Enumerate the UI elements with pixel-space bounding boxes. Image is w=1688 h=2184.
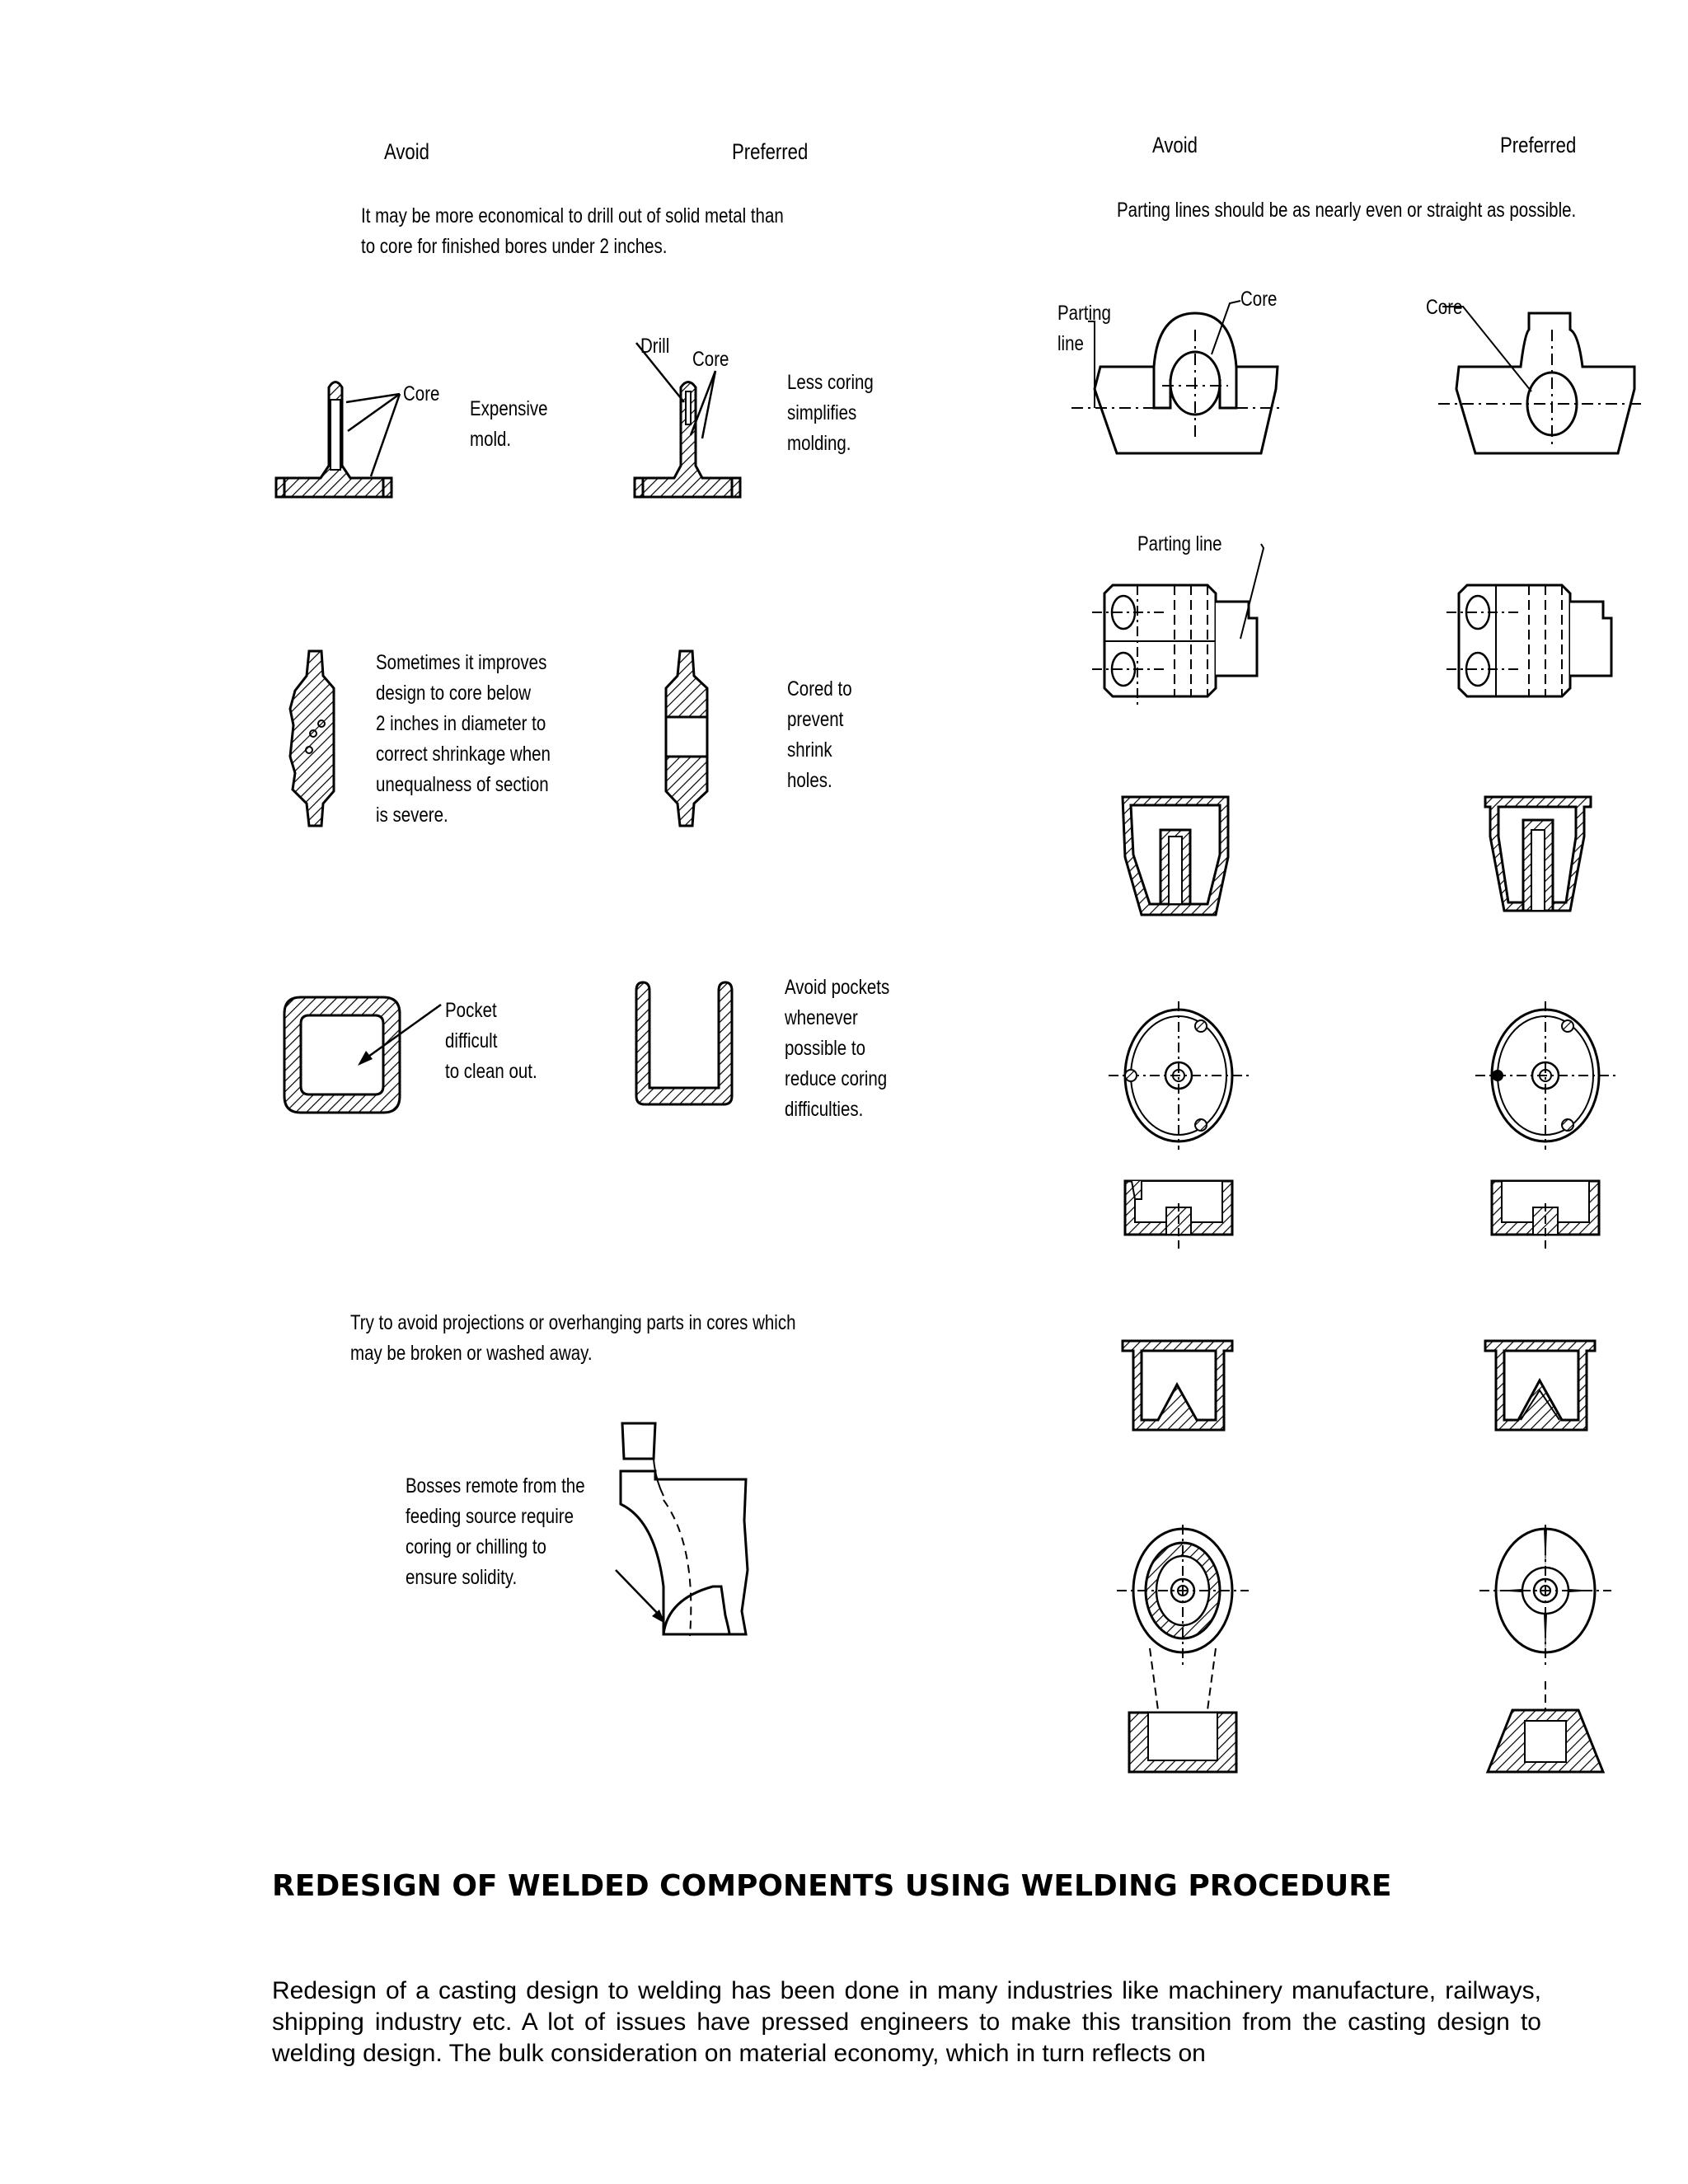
right-avoid-header: Avoid [1152, 133, 1198, 157]
cup-section-avoid [1121, 795, 1236, 919]
bowl-section-preferred [1484, 1339, 1599, 1434]
wheel-section-avoid [288, 651, 354, 828]
parting-line-figure2-preferred [1447, 577, 1636, 713]
core-label-fig2: Core [692, 348, 729, 371]
core-label-parting-avoid: Core [1240, 288, 1278, 311]
parting-line-figure-avoid [1071, 297, 1286, 453]
left-preferred-header: Preferred [732, 139, 809, 164]
section-heading: REDESIGN OF WELDED COMPONENTS USING WELDING PROCEDURE [272, 1869, 1392, 1903]
bowl-section-avoid [1121, 1339, 1236, 1434]
left-avoid-header: Avoid [384, 139, 429, 164]
core-label-fig1: Core [403, 382, 440, 405]
body-paragraph: Redesign of a casting design to welding has been done in many industries like machinery manufacture, railways, shipping industry etc. A lot of issues have pressed engineers to make this transition from the casting design to welding design. The bulk consideration on material economy, which in turn reflects on [272, 1977, 1541, 2067]
core-label-parting-preferred: Core [1426, 296, 1463, 319]
fig6-note: Avoid pockets whenever possible to reduce coring difficulties. [785, 976, 890, 1121]
pocket-arrow [354, 1001, 445, 1067]
drill-intro-text: It may be more economical to drill out of solid metal than to core for finished bores under 2 inches. [361, 204, 784, 258]
cup-section-preferred [1484, 795, 1599, 919]
open-u-preferred [635, 981, 750, 1113]
parting-line-label: Parting line [1057, 302, 1111, 355]
parting-line-label-2: Parting line [1137, 532, 1222, 555]
bosses-text: Bosses remote from the feeding source require coring or chilling to ensure solidity. [406, 1474, 585, 1589]
boss-casting-figure [614, 1422, 762, 1644]
projections-text: Try to avoid projections or overhanging parts in cores which may be broken or washed away. [350, 1311, 796, 1365]
wheel-section-preferred [659, 651, 734, 828]
core-pointer-arrows [330, 386, 404, 480]
fig5-note: Pocket difficult to clean out. [445, 999, 537, 1083]
round-boss-preferred [1475, 1001, 1615, 1253]
parting-line-figure-preferred [1438, 297, 1644, 453]
fig2-note: Less coring simplifies molding. [787, 371, 874, 455]
fig4-note: Cored to prevent shrink holes. [787, 677, 852, 792]
wheel-arms-avoid [1117, 1525, 1249, 1780]
round-boss-avoid [1109, 1001, 1249, 1253]
wheel-arms-preferred [1479, 1525, 1611, 1780]
drill-label: Drill [640, 335, 670, 358]
fig3-note: Sometimes it improves design to core below 2 inches in diameter to correct shrinkage when unequalness of section is severe. [376, 651, 551, 827]
fig1-note: Expensive mold. [470, 397, 548, 451]
right-preferred-header: Preferred [1500, 133, 1577, 157]
parting-lines-intro: Parting lines should be as nearly even or straight as possible. [1117, 199, 1577, 222]
parting-line-figure2-avoid [1092, 536, 1282, 713]
